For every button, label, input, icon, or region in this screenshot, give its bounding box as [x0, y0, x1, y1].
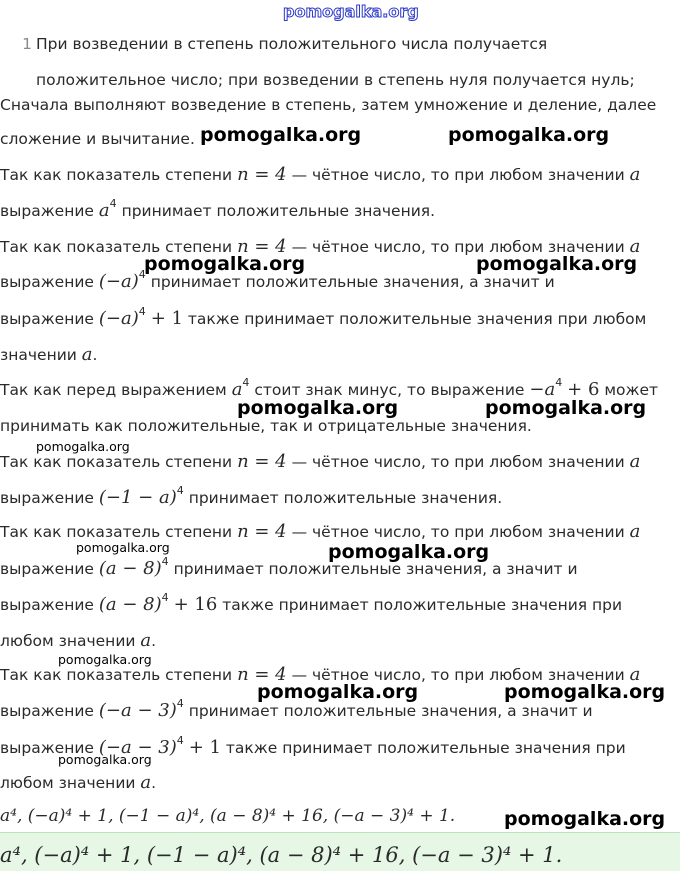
t: . [151, 774, 157, 792]
math-plus6: + 6 [567, 379, 600, 400]
list-number: 1 [22, 35, 32, 53]
t: значении [0, 346, 77, 364]
block5-line4 [0, 631, 156, 651]
t: также принимает положительные значения при [225, 739, 626, 757]
math-n4: n = 4 [237, 664, 287, 685]
block5-line2 [0, 555, 578, 579]
t: . [151, 632, 157, 650]
t: Так как перед выражением [0, 381, 227, 399]
t: стоит знак минус, то выражение [254, 381, 525, 399]
intro-text-1: При возведении в степень положительного числа получается [36, 35, 548, 53]
math-neg-a: (−a) [98, 308, 139, 329]
intro-line-2: положительное число; при возведении в степень нуля получается нуль; [36, 71, 635, 89]
math-a: a [629, 451, 641, 472]
exp: 4 [161, 591, 169, 604]
exp: 4 [242, 376, 250, 389]
t: любом значении [0, 632, 136, 650]
exp: 4 [176, 484, 184, 497]
t: — чётное число, то при любом значении [291, 666, 625, 684]
t: выражение [0, 202, 94, 220]
t: может [604, 381, 659, 399]
block2-line4 [0, 345, 97, 365]
t: . [92, 346, 98, 364]
math-neg-a: −a [529, 379, 556, 400]
math-a: a [629, 521, 641, 542]
watermark: pomogalka.org [476, 253, 638, 275]
block6-line4 [0, 773, 156, 793]
t: — чётное число, то при любом значении [291, 238, 625, 256]
intro-line-1 [0, 34, 547, 54]
exp: 4 [138, 268, 146, 281]
order-line-1: Сначала выполняют возведение в степень, затем умножение и деление, далее [0, 96, 657, 114]
t: Так как показатель степени [0, 666, 233, 684]
block2-line2 [0, 268, 555, 292]
watermark: pomogalka.org [257, 681, 419, 703]
t: принимает положительные значения. [188, 489, 503, 507]
t: выражение [0, 310, 94, 328]
block1-line1 [0, 165, 640, 185]
watermark: pomogalka.org [237, 397, 399, 419]
math-a: a [140, 772, 152, 793]
t: Так как показатель степени [0, 166, 233, 184]
math-neg1-minus-a: (−1 − a) [98, 487, 177, 508]
math-a-minus-8: (a − 8) [98, 558, 162, 579]
t: выражение [0, 489, 94, 507]
watermark: pomogalka.org [36, 439, 130, 454]
watermark: pomogalka.org [58, 752, 152, 767]
block3-line2: принимать как положительные, так и отрицательные значения. [0, 417, 532, 435]
answer-box [0, 832, 680, 871]
watermark: pomogalka.org [504, 681, 666, 703]
math-neg-a: (−a) [98, 271, 139, 292]
exp: 4 [161, 555, 169, 568]
watermark: pomogalka.org [448, 124, 610, 146]
block4-line1 [0, 452, 640, 472]
t: — чётное число, то при любом значении [291, 453, 625, 471]
t: принимает положительные значения, а значит и [150, 273, 555, 291]
t: выражение [0, 702, 94, 720]
math-plus1: + 1 [150, 308, 183, 329]
block1-line2 [0, 197, 436, 221]
t: выражение [0, 739, 94, 757]
block6-line2 [0, 697, 593, 721]
exp: 4 [176, 734, 184, 747]
t: — чётное число, то при любом значении [291, 523, 625, 541]
block5-line3 [0, 591, 623, 615]
t: также принимает положительные значения при [222, 596, 623, 614]
math-n4: n = 4 [237, 521, 287, 542]
math-n4: n = 4 [237, 236, 287, 257]
block2-line3 [0, 305, 647, 329]
math-neg-a-minus-3: (−a − 3) [98, 700, 177, 721]
watermark: pomogalka.org [328, 541, 490, 563]
t: Так как показатель степени [0, 523, 233, 541]
t: выражение [0, 560, 94, 578]
block5-line1 [0, 522, 640, 542]
t: принимает положительные значения, а значит и [173, 560, 578, 578]
watermark: pomogalka.org [76, 540, 170, 555]
watermark: pomogalka.org [58, 652, 152, 667]
t: Так как показатель степени [0, 238, 233, 256]
watermark: pomogalka.org [200, 124, 362, 146]
math-n4: n = 4 [237, 451, 287, 472]
watermark: pomogalka.org [504, 808, 666, 830]
math-a: a [81, 344, 93, 365]
t: выражение [0, 596, 94, 614]
math-a: a [629, 164, 641, 185]
t: Так как показатель степени [0, 453, 233, 471]
math-plus1: + 1 [188, 737, 221, 758]
exp: 4 [176, 697, 184, 710]
exp: 4 [555, 376, 563, 389]
math-a: a [629, 236, 641, 257]
order-line-2: сложение и вычитание. [0, 130, 195, 148]
summary-expressions: a⁴, (−a)⁴ + 1, (−1 − a)⁴, (a − 8)⁴ + 16, (−a − 3)⁴ + 1. [0, 806, 456, 826]
watermark: pomogalka.org [485, 397, 647, 419]
math-a-minus-8: (a − 8) [98, 594, 162, 615]
answer-expressions: a⁴, (−a)⁴ + 1, (−1 − a)⁴, (a − 8)⁴ + 16, (−a − 3)⁴ + 1. [0, 843, 563, 867]
watermark: pomogalka.org [144, 253, 306, 275]
t: любом значении [0, 774, 136, 792]
math-a: a [629, 664, 641, 685]
block4-line2 [0, 484, 503, 508]
math-a: a [98, 200, 110, 221]
t: также принимает положительные значения при любом [187, 310, 647, 328]
watermark-top: pomogalka.org [283, 2, 419, 21]
math-plus16: + 16 [173, 594, 218, 615]
math-neg-a-minus-3: (−a − 3) [98, 737, 177, 758]
exp: 4 [138, 305, 146, 318]
t: принимает положительные значения. [121, 202, 436, 220]
math-a: a [231, 379, 243, 400]
math-n4: n = 4 [237, 164, 287, 185]
t: выражение [0, 273, 94, 291]
exp: 4 [109, 197, 117, 210]
t: принимает положительные значения, а значит и [188, 702, 593, 720]
t: — чётное число, то при любом значении [291, 166, 625, 184]
math-a: a [140, 630, 152, 651]
